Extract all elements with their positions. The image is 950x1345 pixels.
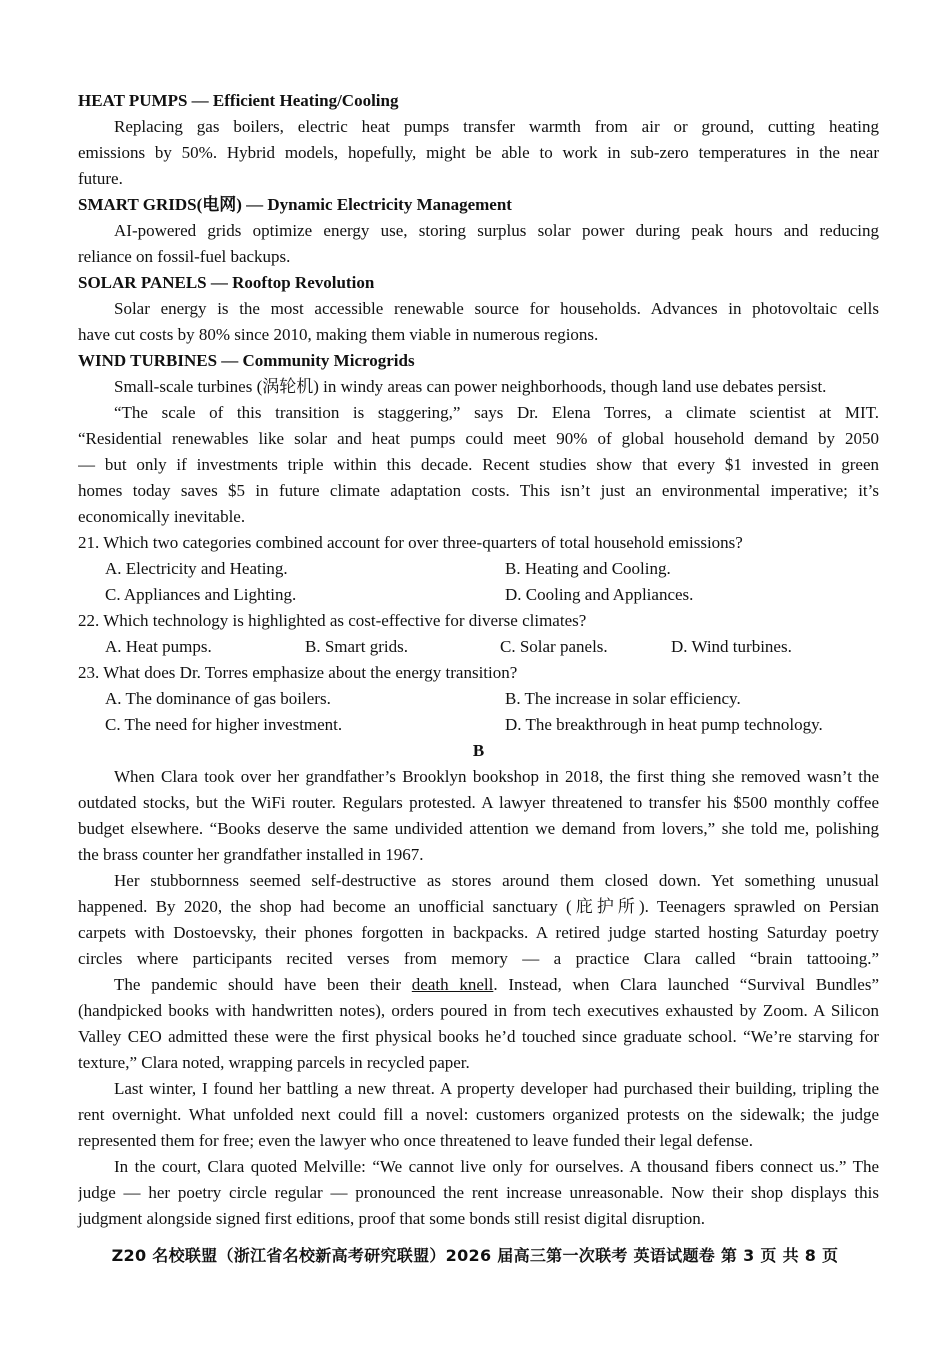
heat-pumps-line-3: future. xyxy=(78,169,123,188)
quote-line-4: homes today saves $5 in future climate adaptation costs. This isn’t just an environmental imperative; it’s xyxy=(78,481,879,500)
question-23-stem: 23. What does Dr. Torres emphasize about the energy transition? xyxy=(78,663,518,682)
b-p1-line-2: outdated stocks, but the WiFi router. Regulars protested. A lawyer threatened to transfer his $500 monthly coffee xyxy=(78,793,879,812)
smart-grids-line-1: AI-powered grids optimize energy use, storing surplus solar power during peak hours and reducing xyxy=(114,221,879,240)
quote-line-2: “Residential renewables like solar and heat pumps could meet 90% of global household demand by 2050 xyxy=(78,429,879,448)
heat-pumps-heading: HEAT PUMPS — Efficient Heating/Cooling xyxy=(78,91,399,110)
b-p3-line-1-post: . Instead, when Clara launched “Survival Bundles” xyxy=(493,975,879,994)
b-p3-line-4: texture,” Clara noted, wrapping parcels in recycled paper. xyxy=(78,1053,470,1072)
b-p1-line-4: the brass counter her grandfather installed in 1967. xyxy=(78,845,424,864)
b-p1-line-1: When Clara took over her grandfather’s Brooklyn bookshop in 2018, the first thing she removed wasn’t the xyxy=(114,767,879,786)
heat-pumps-line-1: Replacing gas boilers, electric heat pumps transfer warmth from air or ground, cutting heating xyxy=(114,117,879,136)
question-23-option-a[interactable]: A. The dominance of gas boilers. xyxy=(105,689,331,708)
quote-line-1: “The scale of this transition is staggering,” says Dr. Elena Torres, a climate scientist at MIT. xyxy=(114,403,879,422)
wind-turbines-line-1: Small-scale turbines (涡轮机) in windy areas can power neighborhoods, though land use debates persist. xyxy=(114,377,827,396)
question-23-option-b[interactable]: B. The increase in solar efficiency. xyxy=(505,689,741,708)
b-p5-line-2: judge — her poetry circle regular — pronounced the rent increase unreasonable. Now their shop displays this xyxy=(78,1183,879,1202)
b-p3-line-3: Valley CEO admitted these were the first physical books he’d touched since graduate school. “We’re starving for xyxy=(78,1027,879,1046)
b-p1-line-3: budget elsewhere. “Books deserve the same undivided attention we demand from lovers,” she told me, polishing xyxy=(78,819,879,838)
question-22-option-d[interactable]: D. Wind turbines. xyxy=(671,637,792,656)
question-22-options-row xyxy=(78,634,879,660)
solar-panels-line-1: Solar energy is the most accessible renewable source for households. Advances in photovoltaic cells xyxy=(114,299,879,318)
solar-panels-heading: SOLAR PANELS — Rooftop Revolution xyxy=(78,273,375,292)
page-footer: Z20 名校联盟（浙江省名校新高考研究联盟）2026 届高三第一次联考 英语试题卷 第 3 页 共 8 页 xyxy=(111,1246,839,1265)
b-p5-line-3: judgment alongside signed first editions, proof that some bonds still resist digital disruption. xyxy=(78,1209,706,1228)
heat-pumps-line-2: emissions by 50%. Hybrid models, hopefully, might be able to work in sub-zero temperatures in the near xyxy=(78,143,879,162)
b-p4-line-2: rent overnight. What unfolded next could fill a novel: customers organized protests on the sidewalk; the judge xyxy=(78,1105,879,1124)
b-p2-line-3: carpets with Dostoevsky, their phones forgotten in backpacks. A retired judge started hosting Saturday poetry xyxy=(78,923,879,942)
death-knell-underlined: death knell xyxy=(411,975,494,994)
question-22-stem: 22. Which technology is highlighted as cost-effective for diverse climates? xyxy=(78,611,587,630)
smart-grids-line-2: reliance on fossil-fuel backups. xyxy=(78,247,291,266)
b-p5-line-1: In the court, Clara quoted Melville: “We cannot live only for ourselves. A thousand fibers connect us.” The xyxy=(114,1157,879,1176)
question-21-option-c[interactable]: C. Appliances and Lighting. xyxy=(105,585,297,604)
question-21-option-b[interactable]: B. Heating and Cooling. xyxy=(505,559,671,578)
quote-line-5: economically inevitable. xyxy=(78,507,246,526)
question-22-option-a[interactable]: A. Heat pumps. xyxy=(105,637,212,656)
b-p3-line-1-pre: The pandemic should have been their xyxy=(114,975,412,994)
section-b-label: B xyxy=(472,741,485,760)
b-p2-line-1: Her stubbornness seemed self-destructive as stores around them closed down. Yet something unusual xyxy=(114,871,879,890)
question-23-options-row-1 xyxy=(78,686,879,712)
solar-panels-line-2: have cut costs by 80% since 2010, making them viable in numerous regions. xyxy=(78,325,599,344)
question-22-option-b[interactable]: B. Smart grids. xyxy=(305,637,408,656)
b-p3-line-1 xyxy=(78,972,879,998)
wind-turbines-heading: WIND TURBINES — Community Microgrids xyxy=(78,351,415,370)
question-21-option-d[interactable]: D. Cooling and Appliances. xyxy=(505,585,694,604)
b-p2-line-2: happened. By 2020, the shop had become an unofficial sanctuary (庇护所). Teenagers sprawled on Persian xyxy=(78,897,879,916)
question-23-option-c[interactable]: C. The need for higher investment. xyxy=(105,715,343,734)
b-p3-line-2: (handpicked books with handwritten notes), orders poured in from tech executives exhausted by Zoom. A Silicon xyxy=(78,1001,879,1020)
question-22-option-c[interactable]: C. Solar panels. xyxy=(500,637,608,656)
question-21-options-row-1 xyxy=(78,556,879,582)
question-23-option-d[interactable]: D. The breakthrough in heat pump technology. xyxy=(505,715,823,734)
question-23-options-row-2 xyxy=(78,712,879,738)
quote-line-3: — but only if investments triple within this decade. Recent studies show that every $1 invested in green xyxy=(78,455,879,474)
b-p2-line-4: circles where participants recited verses from memory — a practice Clara called “brain tattooing.” xyxy=(78,949,879,968)
question-21-options-row-2 xyxy=(78,582,879,608)
exam-page xyxy=(78,88,879,1232)
b-p4-line-3: represented them for free; even the lawyer who once threatened to leave funded their legal defense. xyxy=(78,1131,753,1150)
b-p4-line-1: Last winter, I found her battling a new threat. A property developer had purchased their building, tripling the xyxy=(114,1079,879,1098)
question-21-option-a[interactable]: A. Electricity and Heating. xyxy=(105,559,288,578)
question-21-stem: 21. Which two categories combined account for over three-quarters of total household emissions? xyxy=(78,533,743,552)
smart-grids-heading: SMART GRIDS(电网) — Dynamic Electricity Management xyxy=(78,195,512,214)
